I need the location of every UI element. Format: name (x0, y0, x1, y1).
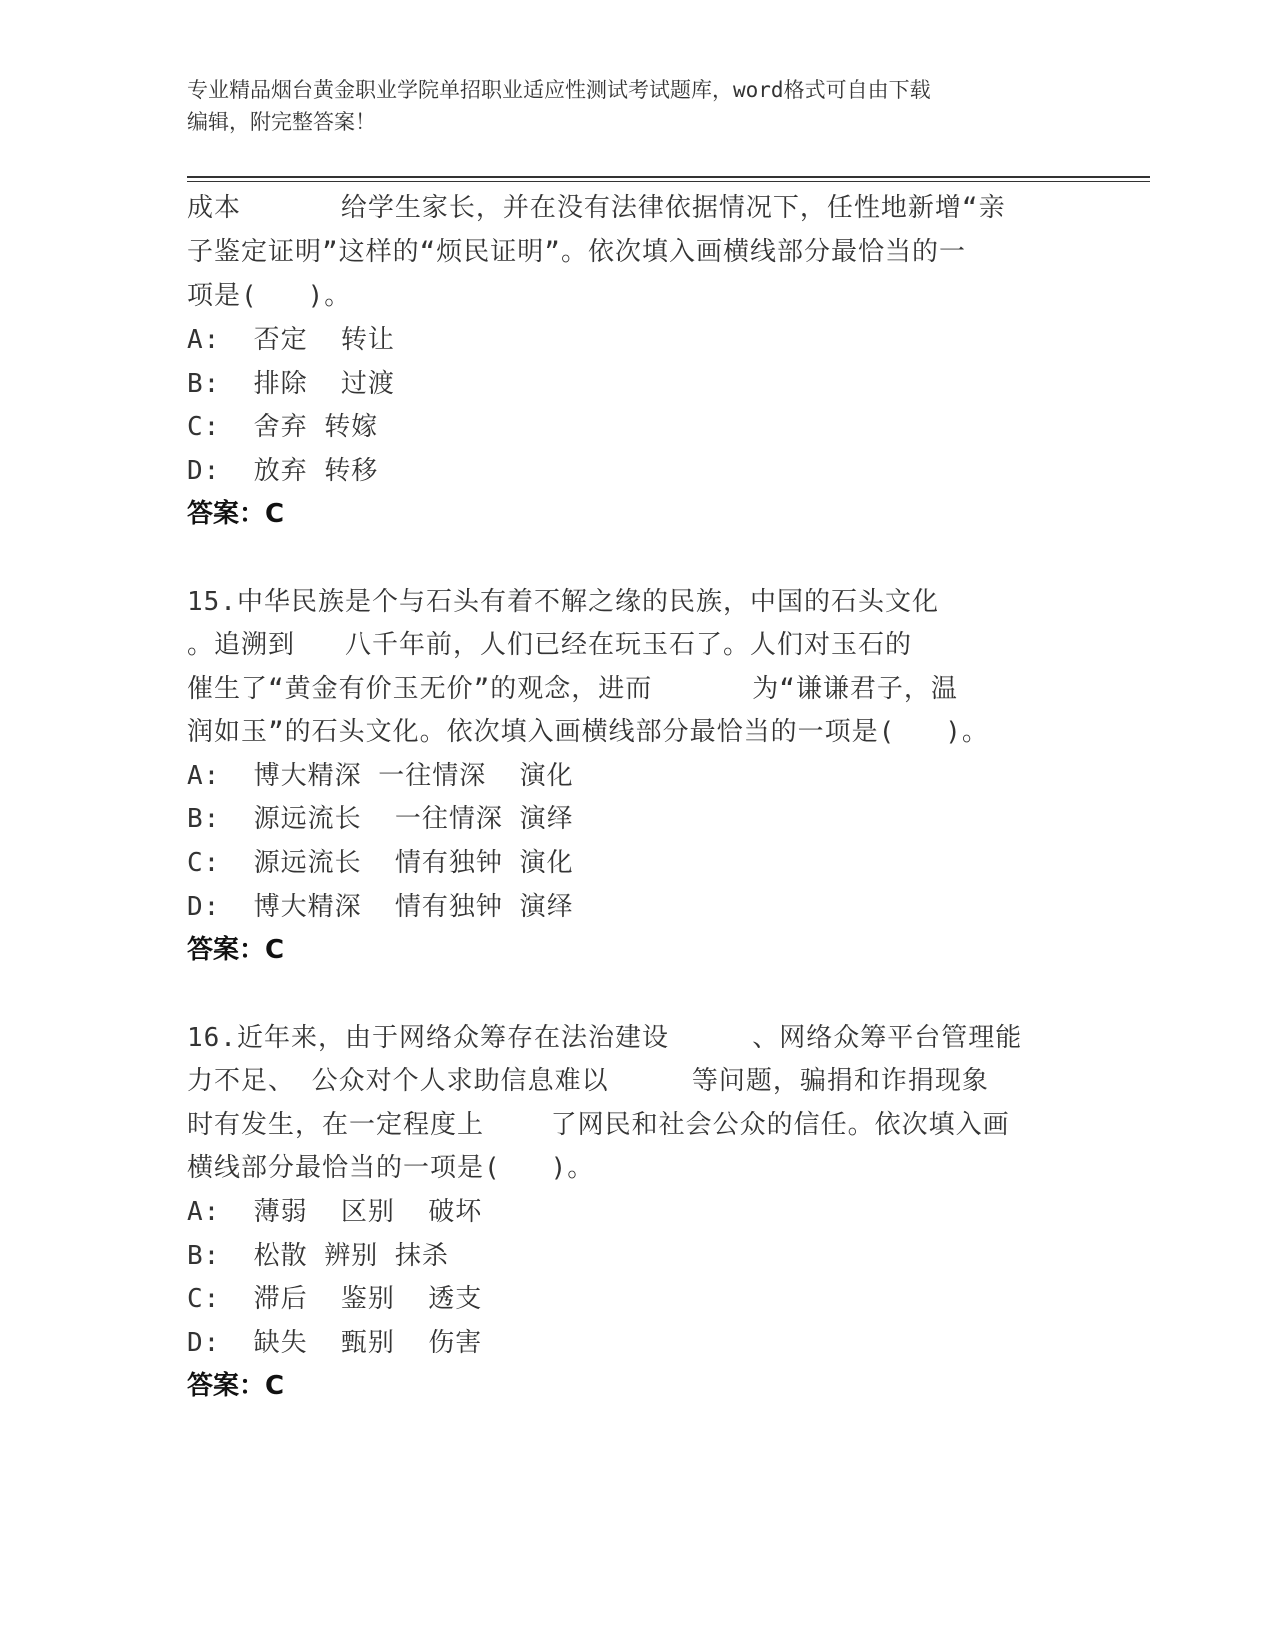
q14-stem-line-3: 项是( )。 (187, 281, 352, 311)
header-divider-thin (187, 181, 1150, 182)
q15-option-b: B: 源远流长 一往情深 演绎 (187, 804, 574, 834)
q15-stem-line-3: 催生了“黄金有价玉无价”的观念，进而 为“谦谦君子，温 (187, 674, 958, 704)
q16-option-d: D: 缺失 甄别 伤害 (187, 1328, 483, 1358)
q15-option-a: A: 博大精深 一往情深 演化 (187, 761, 574, 791)
q14-answer: 答案：C (187, 499, 285, 529)
q16-answer: 答案：C (187, 1371, 285, 1401)
q16-stem-line-3: 时有发生，在一定程度上 了网民和社会公众的信任。依次填入画 (187, 1110, 1010, 1140)
q15-option-c: C: 源远流长 情有独钟 演化 (187, 848, 574, 878)
q15-stem-line-2: 。追溯到 八千年前，人们已经在玩玉石了。人们对玉石的 (187, 630, 912, 660)
q15-answer: 答案：C (187, 935, 285, 965)
q14-stem-line-2: 子鉴定证明”这样的“烦民证明”。依次填入画横线部分最恰当的一 (187, 237, 966, 267)
q14-option-a: A: 否定 转让 (187, 325, 395, 355)
q15-option-d: D: 博大精深 情有独钟 演绎 (187, 892, 574, 922)
q14-option-b: B: 排除 过渡 (187, 369, 395, 399)
q14-option-c: C: 舍弃 转嫁 (187, 412, 379, 442)
header-line-1: 专业精品烟台黄金职业学院单招职业适应性测试考试题库，word格式可自由下载 (187, 78, 931, 102)
header-divider-thick (187, 176, 1150, 178)
q15-stem-line-1: 15.中华民族是个与石头有着不解之缘的民族，中国的石头文化 (187, 587, 939, 617)
q16-option-b: B: 松散 辨别 抹杀 (187, 1241, 449, 1271)
q14-option-d: D: 放弃 转移 (187, 456, 379, 486)
q16-stem-line-1: 16.近年来，由于网络众筹存在法治建设 、网络众筹平台管理能 (187, 1023, 1023, 1053)
q15-stem-line-4: 润如玉”的石头文化。依次填入画横线部分最恰当的一项是( )。 (187, 717, 989, 747)
q16-stem-line-2: 力不足、 公众对个人求助信息难以 等问题，骗捐和诈捐现象 (187, 1066, 989, 1096)
q16-stem-line-4: 横线部分最恰当的一项是( )。 (187, 1153, 595, 1183)
q14-stem-line-1: 成本 给学生家长，并在没有法律依据情况下，任性地新增“亲 (187, 193, 1006, 223)
q16-option-c: C: 滞后 鉴别 透支 (187, 1284, 483, 1314)
q16-option-a: A: 薄弱 区别 破坏 (187, 1197, 483, 1227)
page-header (187, 74, 1067, 138)
header-line-2: 编辑，附完整答案！ (187, 110, 376, 134)
